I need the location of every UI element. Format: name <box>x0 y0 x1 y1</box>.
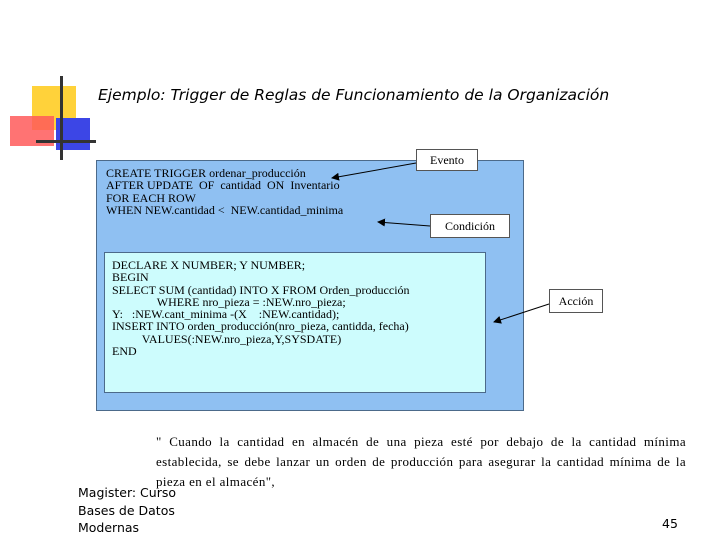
footer-course: Magister: Curso Bases de Datos Modernas <box>78 485 177 535</box>
trigger-body-code: DECLARE X NUMBER; Y NUMBER; BEGIN SELECT SUM (cantidad) INTO X FROM Orden_producción WHERE nro_pieza = :NEW.nro_pieza; Y: :NEW.cant_minima -(X :NEW.cantidad); INSERT INTO orden_producción(nro_pieza, cantidda, fecha) VALUES(:NEW.nro_pieza,Y,SYSDATE) END <box>112 258 410 359</box>
quote-text: " Cuando la cantidad en almacén de una pieza esté por debajo de la cantidad mínima establecida, se debe lanzar un orden de producción para asegurar la cantidad mínima de la pieza en el almacén", <box>156 434 686 489</box>
label-accion: Acción <box>549 289 603 313</box>
arrow-accion <box>494 304 549 322</box>
page-number: 45 <box>662 516 678 531</box>
arrow-evento <box>332 163 416 178</box>
label-evento: Evento <box>416 149 478 171</box>
arrow-condicion <box>378 222 430 226</box>
label-condicion: Condición <box>430 214 510 238</box>
trigger-header-code: CREATE TRIGGER ordenar_producción AFTER UPDATE OF cantidad ON Inventario FOR EACH ROW WHEN NEW.cantidad < NEW.cantidad_minima <box>106 166 344 217</box>
slide-title: Ejemplo: Trigger de Reglas de Funcionamiento de la Organización <box>98 86 610 104</box>
